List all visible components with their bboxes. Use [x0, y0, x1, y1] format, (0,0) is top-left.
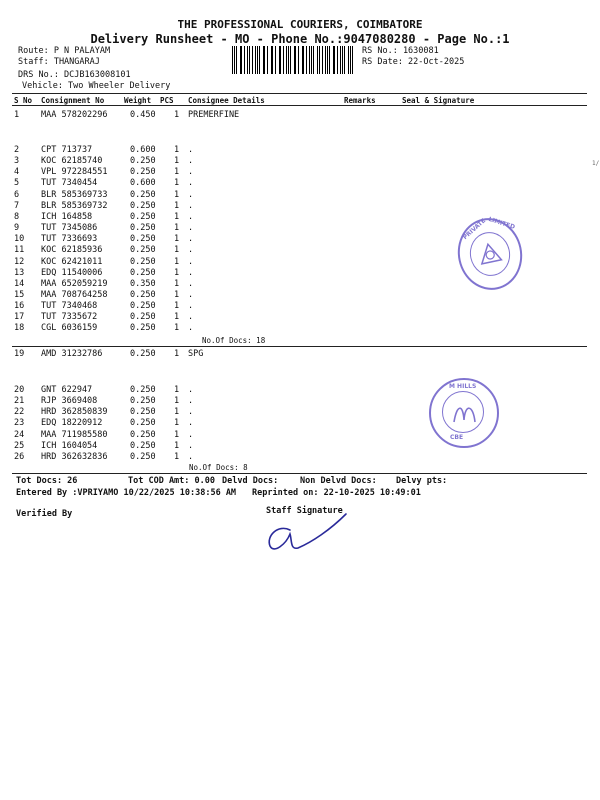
table-row: [0, 178, 600, 189]
row-pcs: 1: [174, 189, 180, 200]
row-sno: 10: [14, 234, 25, 245]
row-consignment: BLR 585369733: [41, 189, 108, 200]
row-consignment: ICH 1604054: [41, 440, 98, 451]
row-weight: 0.250: [130, 418, 156, 429]
row-consignee: PREMERFINE: [188, 110, 240, 120]
row-consignee: .: [188, 145, 194, 155]
row-consignee: .: [188, 289, 194, 300]
table-row: [0, 430, 600, 441]
row-consignment: TUT 7340468: [41, 301, 98, 312]
row-pcs: 1: [174, 396, 180, 407]
row-sno: 4: [14, 167, 20, 178]
table-row: [0, 385, 600, 396]
row-weight: 0.250: [130, 451, 156, 462]
seal-stamp-1: PRIVATE LIMITED: [451, 212, 529, 296]
runsheet-subtitle: Delivery Runsheet - MO - Phone No.:9047080280 - Page No.:1: [90, 32, 510, 46]
row-consignee: .: [188, 245, 194, 256]
table-row: [0, 212, 600, 223]
vehicle-label: Vehicle: Two Wheeler Delivery: [22, 81, 171, 91]
row-consignee: .: [188, 407, 194, 418]
col-pcs: PCS: [160, 96, 174, 105]
row-pcs: 1: [174, 385, 180, 395]
table-row: [0, 349, 600, 360]
row-consignee: .: [188, 211, 194, 222]
table-row: [0, 452, 600, 463]
row-sno: 25: [14, 440, 25, 451]
barcode-bar: [232, 46, 233, 74]
row-sno: 1: [14, 110, 20, 120]
row-pcs: 1: [174, 349, 180, 359]
col-consignment: Consignment No: [41, 96, 105, 105]
row-weight: 0.250: [130, 440, 156, 451]
row-pcs: 1: [174, 407, 180, 418]
row-consignee: .: [188, 223, 194, 234]
barcode-bar: [348, 46, 349, 74]
row-pcs: 1: [174, 440, 180, 451]
col-sno: S No: [14, 96, 33, 105]
row-consignment: BLR 585369732: [41, 200, 108, 211]
row-consignment: TUT 7335672: [41, 312, 98, 323]
row-consignment: RJP 3669408: [41, 396, 98, 407]
row-weight: 0.250: [130, 323, 156, 334]
barcode-image: [232, 46, 356, 74]
table-row: [0, 407, 600, 418]
row-pcs: 1: [174, 211, 180, 222]
row-pcs: 1: [174, 223, 180, 234]
row-weight: 0.250: [130, 245, 156, 256]
barcode-bar: [298, 46, 299, 74]
row-weight: 0.250: [130, 429, 156, 440]
row-consignment: CPT 713737: [41, 145, 93, 155]
row-consignment: EDQ 18220912: [41, 418, 103, 429]
delivery-points: Delvy pts:: [396, 476, 448, 486]
row-consignment: HRD 362850839: [41, 407, 108, 418]
row-sno: 12: [14, 256, 25, 267]
row-weight: 0.250: [130, 200, 156, 211]
row-pcs: 1: [174, 256, 180, 267]
row-sno: 2: [14, 145, 20, 155]
row-sno: 21: [14, 396, 25, 407]
table-row: [0, 441, 600, 452]
row-consignee: .: [188, 278, 194, 289]
seal-stamp-2: M HILLS CBE: [429, 378, 499, 448]
row-consignment: MAA 708764258: [41, 289, 108, 300]
row-sno: 17: [14, 312, 25, 323]
row-sno: 22: [14, 407, 25, 418]
row-sno: 15: [14, 289, 25, 300]
row-consignee: .: [188, 396, 194, 407]
row-weight: 0.250: [130, 256, 156, 267]
row-sno: 8: [14, 211, 20, 222]
row-weight: 0.600: [130, 178, 156, 189]
barcode-bar: [329, 46, 330, 74]
row-weight: 0.250: [130, 234, 156, 245]
group-1-rule: [12, 346, 587, 347]
row-consignee: .: [188, 312, 194, 323]
row-weight: 0.250: [130, 211, 156, 222]
row-consignment: KOC 62185740: [41, 156, 103, 167]
row-sno: 11: [14, 245, 25, 256]
non-delivered-docs: Non Delvd Docs:: [300, 476, 377, 486]
entered-by: Entered By :VPRIYAMO 10/22/2025 10:38:56 AM: [16, 488, 237, 498]
col-remarks: Remarks: [344, 96, 376, 105]
row-weight: 0.250: [130, 407, 156, 418]
col-consignee: Consignee Details: [188, 96, 265, 105]
row-consignee: .: [188, 418, 194, 429]
row-consignment: EDQ 11540006: [41, 267, 103, 278]
row-weight: 0.250: [130, 301, 156, 312]
barcode-bar: [247, 46, 248, 74]
table-row: [0, 110, 600, 121]
row-consignment: MAA 578202296: [41, 110, 108, 120]
verified-by: Verified By: [16, 509, 73, 519]
row-consignment: GNT 622947: [41, 385, 93, 395]
total-cod: Tot COD Amt: 0.00: [128, 476, 215, 486]
row-pcs: 1: [174, 178, 180, 189]
col-seal: Seal & Signature: [402, 96, 475, 105]
row-pcs: 1: [174, 110, 180, 120]
table-row: [0, 167, 600, 178]
row-consignee: .: [188, 429, 194, 440]
rs-number: RS No.: 1630081: [362, 46, 439, 56]
row-consignee: .: [188, 385, 194, 395]
drs-number: DRS No.: DCJB163008101: [18, 70, 131, 80]
table-row: [0, 201, 600, 212]
row-consignment: KOC 62185936: [41, 245, 103, 256]
row-weight: 0.250: [130, 156, 156, 167]
table-row: [0, 312, 600, 323]
row-sno: 24: [14, 429, 25, 440]
row-consignee: .: [188, 167, 194, 178]
row-consignment: MAA 711985580: [41, 429, 108, 440]
table-row: [0, 145, 600, 156]
row-consignee: .: [188, 323, 194, 334]
row-pcs: 1: [174, 145, 180, 155]
row-pcs: 1: [174, 289, 180, 300]
row-sno: 23: [14, 418, 25, 429]
barcode-bar: [240, 46, 241, 74]
row-weight: 0.350: [130, 278, 156, 289]
signature-scribble: [260, 508, 360, 558]
row-weight: 0.250: [130, 396, 156, 407]
row-weight: 0.250: [130, 223, 156, 234]
row-consignment: ICH 164858: [41, 211, 93, 222]
row-weight: 0.450: [130, 110, 156, 120]
row-consignee: .: [188, 189, 194, 200]
row-weight: 0.250: [130, 189, 156, 200]
rs-date: RS Date: 22-Oct-2025: [362, 57, 465, 67]
table-row: [0, 323, 600, 334]
barcode-bar: [334, 46, 335, 74]
route-label: Route: P N PALAYAM: [18, 46, 111, 56]
row-consignment: CGL 6036159: [41, 323, 98, 334]
row-consignee: .: [188, 440, 194, 451]
barcode-bar: [263, 46, 264, 74]
barcode-bar: [272, 46, 273, 74]
barcode-bar: [319, 46, 320, 74]
row-consignment: AMD 31232786: [41, 349, 103, 359]
row-weight: 0.250: [130, 312, 156, 323]
delivered-docs: Delvd Docs:: [222, 476, 279, 486]
row-sno: 26: [14, 451, 25, 462]
row-sno: 19: [14, 349, 25, 359]
docs-count-2: No.Of Docs: 8: [189, 463, 248, 472]
total-docs: Tot Docs: 26: [16, 476, 78, 486]
row-pcs: 1: [174, 312, 180, 323]
row-consignee: SPG: [188, 349, 204, 359]
row-sno: 5: [14, 178, 20, 189]
row-consignment: KOC 62421011: [41, 256, 103, 267]
table-row: [0, 418, 600, 429]
row-sno: 7: [14, 200, 20, 211]
staff-signature-label: Staff Signature: [266, 506, 343, 516]
row-consignment: TUT 7340454: [41, 178, 98, 189]
row-consignment: TUT 7336693: [41, 234, 98, 245]
staff-label: Staff: THANGARAJ: [18, 57, 100, 67]
row-pcs: 1: [174, 234, 180, 245]
row-pcs: 1: [174, 200, 180, 211]
row-sno: 6: [14, 189, 20, 200]
row-weight: 0.250: [130, 267, 156, 278]
row-pcs: 1: [174, 429, 180, 440]
row-sno: 16: [14, 301, 25, 312]
barcode-bar: [309, 46, 310, 74]
header-top-rule: [12, 93, 587, 94]
row-sno: 20: [14, 385, 25, 395]
barcode-bar: [295, 46, 296, 74]
row-consignment: MAA 652059219: [41, 278, 108, 289]
row-sno: 13: [14, 267, 25, 278]
barcode-bar: [288, 46, 289, 74]
barcode-bar: [280, 46, 281, 74]
table-row: [0, 156, 600, 167]
row-pcs: 1: [174, 323, 180, 334]
company-title: THE PROFESSIONAL COURIERS, COIMBATORE: [177, 18, 423, 31]
row-pcs: 1: [174, 167, 180, 178]
reprinted-on: Reprinted on: 22-10-2025 10:49:01: [252, 488, 421, 498]
row-pcs: 1: [174, 245, 180, 256]
row-sno: 14: [14, 278, 25, 289]
row-consignment: HRD 362632836: [41, 451, 108, 462]
barcode-bar: [317, 46, 318, 74]
row-consignee: .: [188, 200, 194, 211]
row-consignee: .: [188, 234, 194, 245]
row-consignee: .: [188, 267, 194, 278]
row-weight: 0.250: [130, 289, 156, 300]
row-consignee: .: [188, 156, 194, 167]
margin-mark: 1/: [592, 160, 600, 167]
row-consignment: VPL 972284551: [41, 167, 108, 178]
row-weight: 0.250: [130, 349, 156, 359]
row-consignee: .: [188, 256, 194, 267]
row-consignee: .: [188, 178, 194, 189]
row-consignee: .: [188, 451, 194, 462]
row-sno: 9: [14, 223, 20, 234]
row-pcs: 1: [174, 451, 180, 462]
barcode-bar: [342, 46, 343, 74]
row-pcs: 1: [174, 418, 180, 429]
row-sno: 3: [14, 156, 20, 167]
barcode-bar: [264, 46, 265, 74]
barcode-bar: [252, 46, 253, 74]
table-row: [0, 301, 600, 312]
group-2-rule: [12, 473, 587, 474]
docs-count-1: No.Of Docs: 18: [202, 336, 266, 345]
row-consignee: .: [188, 301, 194, 312]
row-pcs: 1: [174, 301, 180, 312]
row-weight: 0.600: [130, 145, 156, 155]
row-pcs: 1: [174, 278, 180, 289]
table-row: [0, 190, 600, 201]
row-pcs: 1: [174, 267, 180, 278]
row-weight: 0.250: [130, 385, 156, 395]
row-pcs: 1: [174, 156, 180, 167]
table-row: [0, 290, 600, 301]
table-row: [0, 396, 600, 407]
col-weight: Weight: [124, 96, 152, 105]
row-consignment: TUT 7345086: [41, 223, 98, 234]
row-sno: 18: [14, 323, 25, 334]
row-weight: 0.250: [130, 167, 156, 178]
header-bottom-rule: [12, 105, 587, 106]
